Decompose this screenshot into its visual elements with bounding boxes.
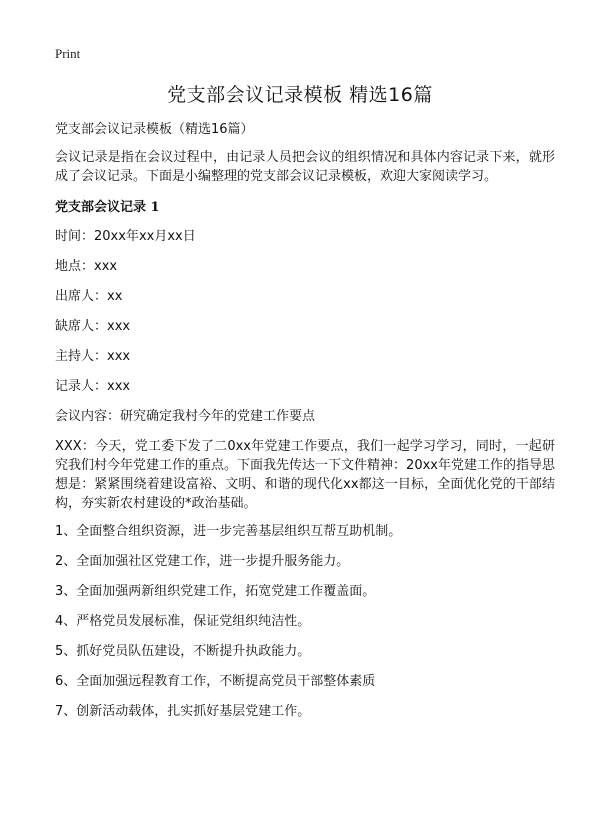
key-points-list: [55, 522, 555, 721]
list-item: 4、严格党员发展标准，保证党组织纯洁性。: [55, 614, 311, 629]
field-label: 地点：: [55, 259, 95, 274]
list-item: 6、全面加强远程教育工作，不断提高党员干部整体素质: [55, 674, 376, 689]
field-label: 出席人：: [55, 289, 108, 304]
field-meeting-content: [55, 407, 555, 426]
list-item: 1、全面整合组织资源，进一步完善基层组织互帮互助机制。: [55, 524, 402, 539]
field-location: [55, 257, 555, 276]
field-label: 主持人：: [55, 349, 108, 364]
body-paragraph: XXX：今天，党工委下发了二0xx年党建工作要点，我们一起学习学习，同时，一起研究我们村今年党建工作的重点。下面我先传达一下文件精神：20xx年党建工作的指导思想是：紧紧围绕着建设富裕、文明、和谐的现代化xx都这一目标，全面优化党的干部结构，夯实新农村建设的*政治基础。: [55, 439, 555, 511]
list-item: 3、全面加强两新组织党建工作，拓宽党建工作覆盖面。: [55, 584, 376, 599]
field-recorder: [55, 377, 555, 396]
field-label: 记录人：: [55, 379, 108, 394]
section-heading: 党支部会议记录 1: [55, 200, 160, 215]
field-label: 时间：: [55, 229, 95, 244]
document-content: [55, 120, 555, 732]
field-value: xxx: [107, 319, 131, 334]
page-title: 党支部会议记录模板 精选16篇: [167, 84, 433, 106]
field-value: xxx: [107, 379, 131, 394]
field-value: xxx: [107, 349, 131, 364]
field-value: 研究确定我村今年的党建工作要点: [120, 409, 316, 424]
list-item: 7、创新活动载体，扎实抓好基层党建工作。: [55, 704, 311, 719]
field-host: [55, 347, 555, 366]
field-absentees: [55, 317, 555, 336]
list-item: 2、全面加强社区党建工作，进一步提升服务能力。: [55, 554, 350, 569]
list-item: 5、抓好党员队伍建设，不断提升执政能力。: [55, 644, 311, 659]
print-label[interactable]: Print: [55, 46, 81, 61]
document-subtitle: 党支部会议记录模板（精选16篇）: [55, 122, 254, 137]
field-time: [55, 227, 555, 246]
field-value: 20xx年xx月xx日: [94, 229, 196, 244]
field-label: 会议内容：: [55, 409, 121, 424]
intro-paragraph: 会议记录是指在会议过程中，由记录人员把会议的组织情况和具体内容记录下来，就形成了会议记录。下面是小编整理的党支部会议记录模板，欢迎大家阅读学习。: [55, 150, 555, 184]
field-attendees: [55, 287, 555, 306]
field-value: xx: [107, 289, 123, 304]
field-value: xxx: [94, 259, 118, 274]
field-label: 缺席人：: [55, 319, 108, 334]
